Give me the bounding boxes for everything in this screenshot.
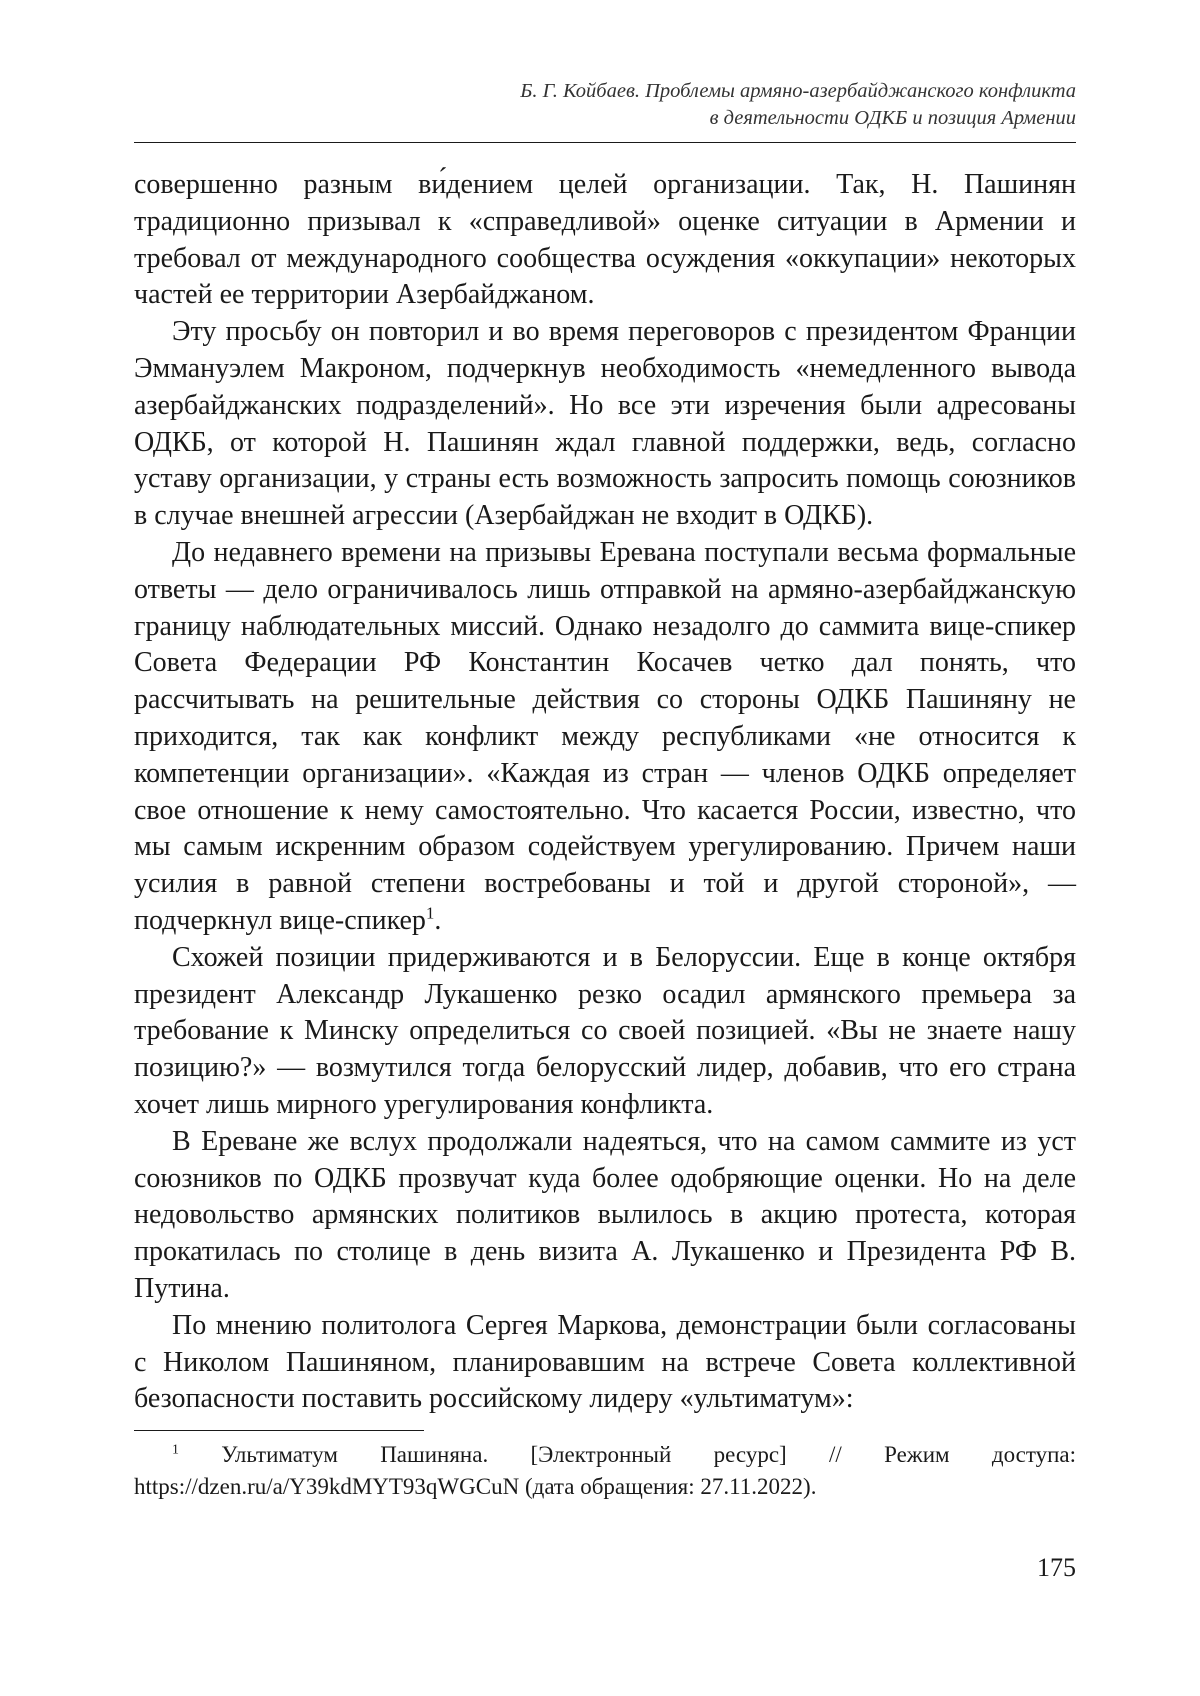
paragraph-6: По мнению политолога Сергея Маркова, демонстрации были согласованы с Николом Пашиняном, планировавшим на встрече Совета коллективной безопасности поставить российскому лидеру «ультиматум»: (134, 1308, 1076, 1418)
footnote-divider (134, 1430, 424, 1431)
running-head-line-2: в деятельности ОДКБ и позиция Армении (134, 105, 1076, 132)
paragraph-5: В Ереване же вслух продолжали надеяться, что на самом саммите из уст союзников по ОДКБ прозвучат куда более одобряющие оценки. Но на деле недовольство армянских политиков вылилось в акцию протеста, которая прокатилась по столице в день визита А. Лукашенко и Президента РФ В. Путина. (134, 1124, 1076, 1308)
paragraph-3 (134, 535, 1076, 940)
paragraph-2: Эту просьбу он повторил и во время переговоров с президентом Франции Эммануэлем Макроном, подчеркнув необходимость «немедленного вывода азербайджанских подразделений». Но все эти изречения были адресованы ОДКБ, от которой Н. Пашинян ждал главной поддержки, ведь, согласно уставу организации, у страны есть возможность запросить помощь союзников в случае внешней агрессии (Азербайджан не входит в ОДКБ). (134, 314, 1076, 535)
footnote-number: 1 (172, 1441, 179, 1456)
body-text (134, 167, 1076, 1418)
footnote (134, 1439, 1076, 1503)
running-head (134, 78, 1076, 143)
paragraph-1: совершенно разным ви́дением целей организации. Так, Н. Пашинян традиционно призывал к «справедливой» оценке ситуации в Армении и требовал от международного сообщества осуждения «оккупации» некоторых частей ее территории Азербайджаном. (134, 167, 1076, 314)
paragraph-4: Схожей позиции придерживаются и в Белоруссии. Еще в конце октября президент Александр Лукашенко резко осадил армянского премьера за требование к Минску определиться со своей позицией. «Вы не знаете нашу позицию?» — возмутился тогда белорусский лидер, добавив, что его страна хочет лишь мирного урегулирования конфликта. (134, 940, 1076, 1124)
paragraph-3-end: . (434, 905, 441, 936)
running-head-line-1: Б. Г. Койбаев. Проблемы армяно-азербайджанского конфликта (134, 78, 1076, 105)
page (134, 78, 1076, 1638)
page-number: 175 (1037, 1553, 1076, 1583)
footnote-reference[interactable]: 1 (426, 904, 434, 923)
paragraph-3-text: До недавнего времени на призывы Еревана поступали весьма формальные ответы — дело ограничивалось лишь отправкой на армяно-азербайджанскую границу наблюдательных миссий. Однако незадолго до саммита вице-спикер Совета Федерации РФ Константин Косачев четко дал понять, что рассчитывать на решительные действия со стороны ОДКБ Пашиняну не приходится, так как конфликт между республиками «не относится к компетенции организации». «Каждая из стран — членов ОДКБ определяет свое отношение к нему самостоятельно. Что касается России, известно, что мы самым искренним образом содействуем урегулированию. Причем наши усилия в равной степени востребованы и той и другой стороной», — подчеркнул вице-спикер (134, 537, 1076, 936)
footnote-text: Ультиматум Пашиняна. [Электронный ресурс] // Режим доступа: https://dzen.ru/a/Y39kdMYT93qWGCuN (дата обращения: 27.11.2022). (134, 1442, 1076, 1499)
